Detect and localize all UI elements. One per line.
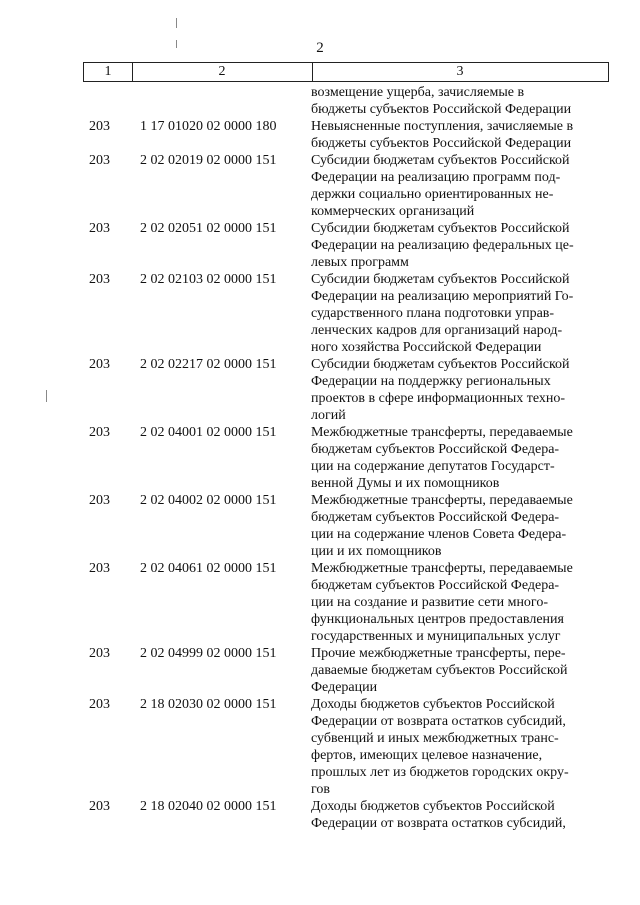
description-line: даваемые бюджетам субъектов Российской	[311, 663, 568, 678]
description-line: ного хозяйства Российской Федерации	[311, 340, 542, 355]
admin-code: 203	[89, 561, 110, 576]
budget-classification-code: 2 18 02040 02 0000 151	[140, 799, 277, 814]
description-line: ции и их помощников	[311, 544, 442, 559]
admin-code: 203	[89, 799, 110, 814]
budget-classification-code: 2 02 02019 02 0000 151	[140, 153, 277, 168]
admin-code: 203	[89, 153, 110, 168]
description-line: Федерации от возврата остатков субсидий,	[311, 714, 566, 729]
description-line: бюджетам субъектов Российской Федера-	[311, 442, 560, 457]
description-line: прошлых лет из бюджетов городских окру-	[311, 765, 569, 780]
description-line: ленческих кадров для организаций народ-	[311, 323, 563, 338]
description-line: возмещение ущерба, зачисляемые в	[311, 85, 525, 100]
budget-classification-code: 2 02 02051 02 0000 151	[140, 221, 277, 236]
budget-classification-code: 2 18 02030 02 0000 151	[140, 697, 277, 712]
table-row	[0, 84, 640, 118]
admin-code: 203	[89, 119, 110, 134]
description-line: Субсидии бюджетам субъектов Российской	[311, 221, 570, 236]
description-line: коммерческих организаций	[311, 204, 475, 219]
revenue-description	[311, 492, 600, 560]
admin-code: 203	[89, 697, 110, 712]
description-line: Федерации на поддержку региональных	[311, 374, 551, 389]
description-line: логий	[311, 408, 346, 423]
description-line: ции на содержание депутатов Государст-	[311, 459, 555, 474]
header-col-2: 2	[218, 64, 226, 79]
table-header	[83, 62, 609, 82]
admin-code: 203	[89, 272, 110, 287]
description-line: субвенций и иных межбюджетных транс-	[311, 731, 559, 746]
revenue-description	[311, 645, 600, 696]
description-line: Доходы бюджетов субъектов Российской	[311, 697, 555, 712]
budget-classification-code: 1 17 01020 02 0000 180	[140, 119, 277, 134]
description-line: Субсидии бюджетам субъектов Российской	[311, 272, 570, 287]
description-line: фертов, имеющих целевое назначение,	[311, 748, 543, 763]
description-line: Федерации на реализацию мероприятий Го-	[311, 289, 574, 304]
description-line: Прочие межбюджетные трансферты, пере-	[311, 646, 566, 661]
revenue-description	[311, 560, 600, 645]
header-col-1: 1	[104, 64, 112, 79]
description-line: Федерации на реализацию программ под-	[311, 170, 561, 185]
budget-classification-code: 2 02 02103 02 0000 151	[140, 272, 277, 287]
budget-classification-code: 2 02 04002 02 0000 151	[140, 493, 277, 508]
admin-code: 203	[89, 425, 110, 440]
description-line: сударственного плана подготовки управ-	[311, 306, 555, 321]
table-row	[0, 356, 640, 424]
description-line: Федерации от возврата остатков субсидий,	[311, 816, 566, 831]
admin-code: 203	[89, 357, 110, 372]
budget-classification-code: 2 02 02217 02 0000 151	[140, 357, 277, 372]
description-line: бюджеты субъектов Российской Федерации	[311, 102, 572, 117]
description-line: Федерации	[311, 680, 378, 695]
table-row	[0, 492, 640, 560]
description-line: бюджеты субъектов Российской Федерации	[311, 136, 572, 151]
page-number: 2	[316, 40, 324, 56]
revenue-description	[311, 696, 600, 798]
revenue-description	[311, 84, 600, 118]
description-line: Доходы бюджетов субъектов Российской	[311, 799, 555, 814]
description-line: держки социально ориентированных не-	[311, 187, 554, 202]
table-body	[0, 84, 640, 832]
admin-code: 203	[89, 221, 110, 236]
description-line: ции на содержание членов Совета Федера-	[311, 527, 567, 542]
admin-code: 203	[89, 646, 110, 661]
description-line: Субсидии бюджетам субъектов Российской	[311, 153, 570, 168]
description-line: государственных и муниципальных услуг	[311, 629, 561, 644]
revenue-description	[311, 356, 600, 424]
margin-mark	[176, 18, 177, 28]
description-line: венной Думы и их помощников	[311, 476, 500, 491]
budget-classification-code: 2 02 04999 02 0000 151	[140, 646, 277, 661]
revenue-description	[311, 152, 600, 220]
table-row	[0, 696, 640, 798]
table-row	[0, 798, 640, 832]
revenue-description	[311, 118, 600, 152]
table-row	[0, 560, 640, 645]
description-line: функциональных центров предоставления	[311, 612, 564, 627]
description-line: проектов в сфере информационных техно-	[311, 391, 566, 406]
budget-classification-code: 2 02 04061 02 0000 151	[140, 561, 277, 576]
table-row	[0, 271, 640, 356]
header-col-3: 3	[456, 64, 464, 79]
revenue-description	[311, 220, 600, 271]
description-line: бюджетам субъектов Российской Федера-	[311, 578, 560, 593]
admin-code: 203	[89, 493, 110, 508]
description-line: ции на создание и развитие сети много-	[311, 595, 548, 610]
revenue-description	[311, 424, 600, 492]
table-row	[0, 152, 640, 220]
description-line: левых программ	[311, 255, 409, 270]
table-row	[0, 424, 640, 492]
revenue-description	[311, 271, 600, 356]
margin-mark	[176, 40, 177, 48]
revenue-description	[311, 798, 600, 832]
description-line: Межбюджетные трансферты, передаваемые	[311, 425, 573, 440]
budget-classification-code: 2 02 04001 02 0000 151	[140, 425, 277, 440]
table-row	[0, 220, 640, 271]
description-line: Субсидии бюджетам субъектов Российской	[311, 357, 570, 372]
table-row	[0, 645, 640, 696]
description-line: гов	[311, 782, 331, 797]
description-line: бюджетам субъектов Российской Федера-	[311, 510, 560, 525]
description-line: Межбюджетные трансферты, передаваемые	[311, 493, 573, 508]
table-row	[0, 118, 640, 152]
description-line: Федерации на реализацию федеральных це-	[311, 238, 574, 253]
description-line: Невыясненные поступления, зачисляемые в	[311, 119, 574, 134]
description-line: Межбюджетные трансферты, передаваемые	[311, 561, 573, 576]
